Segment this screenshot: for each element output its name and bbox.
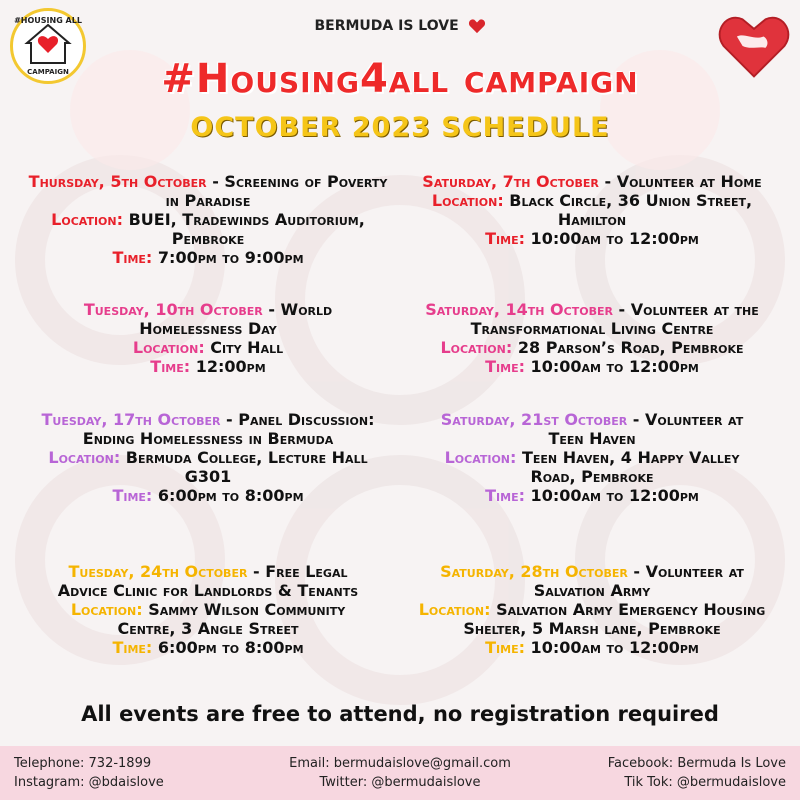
- location-value: 28 Parson’s Road, Pembroke: [512, 338, 744, 357]
- time-value: 6:00pm to 8:00pm: [152, 638, 304, 657]
- footer-right: [608, 754, 786, 792]
- svg-text:CAMPAIGN: CAMPAIGN: [27, 68, 69, 76]
- time-label: Time:: [485, 486, 525, 505]
- event-description: - Volunteer at Salvation Army: [533, 562, 744, 600]
- event-item: [28, 172, 388, 267]
- email-text: Email: bermudaislove@gmail.com: [289, 756, 511, 771]
- time-label: Time:: [112, 486, 153, 505]
- location-value: City Hall: [204, 338, 284, 357]
- event-description: - Volunteer at the Transformational Living Centre: [470, 300, 759, 338]
- event-item: [422, 172, 762, 248]
- location-value: BUEI, Tradewinds Auditorium, Pembroke: [123, 210, 365, 248]
- telephone-text: Telephone: 732-1899: [14, 756, 152, 771]
- location-value: Bermuda College, Lecture Hall G301: [120, 448, 368, 486]
- brand-header: [0, 18, 800, 34]
- event-date: Tuesday, 10th October: [83, 300, 263, 319]
- event-description: - Panel Discussion: Ending Homelessness in Bermuda: [82, 410, 375, 448]
- time-value: 10:00am to 12:00pm: [524, 486, 699, 505]
- contact-footer: [0, 746, 800, 800]
- event-item: [33, 410, 383, 505]
- location-label: Location:: [431, 191, 504, 210]
- tiktok-text: Tik Tok: @bermudaislove: [624, 775, 786, 790]
- event-item: [412, 562, 772, 657]
- location-label: Location:: [440, 338, 513, 357]
- time-value: 12:00pm: [190, 357, 266, 376]
- event-description: - Screening of Poverty in Paradise: [165, 172, 388, 210]
- time-label: Time:: [150, 357, 191, 376]
- location-value: Salvation Army Emergency Housing Shelter, 5 Marsh lane, Pembroke: [463, 600, 766, 638]
- event-item: [43, 562, 373, 657]
- event-item: [43, 300, 373, 376]
- time-label: Time:: [485, 229, 525, 248]
- event-description: - Volunteer at Home: [598, 172, 762, 191]
- small-heart-icon: [468, 18, 486, 34]
- event-item: [412, 300, 772, 376]
- schedule-subtitle: OCTOBER 2023 SCHEDULE: [190, 112, 610, 143]
- time-value: 10:00am to 12:00pm: [524, 357, 699, 376]
- event-date: Thursday, 5th October: [28, 172, 207, 191]
- time-value: 6:00pm to 8:00pm: [152, 486, 304, 505]
- location-label: Location:: [51, 210, 124, 229]
- location-value: Teen Haven, 4 Happy Valley Road, Pembroke: [516, 448, 740, 486]
- event-description: - Volunteer at Teen Haven: [548, 410, 744, 448]
- location-label: Location:: [132, 338, 205, 357]
- location-value: Sammy Wilson Community Centre, 3 Angle Street: [117, 600, 346, 638]
- event-description: - World Homelessness Day: [139, 300, 333, 338]
- campaign-title: #Housing4all campaign: [161, 56, 639, 102]
- time-label: Time:: [485, 357, 525, 376]
- event-date: Saturday, 28th October: [440, 562, 628, 581]
- instagram-text: Instagram: @bdaislove: [14, 775, 164, 790]
- location-label: Location:: [48, 448, 121, 467]
- time-value: 7:00pm to 9:00pm: [152, 248, 304, 267]
- location-value: Black Circle, 36 Union Street, Hamilton: [503, 191, 753, 229]
- time-label: Time:: [112, 248, 153, 267]
- brand-name: BERMUDA IS LOVE: [314, 18, 459, 34]
- event-date: Saturday, 14th October: [425, 300, 613, 319]
- event-date: Saturday, 21st October: [440, 410, 628, 429]
- free-events-note: All events are free to attend, no registration required: [81, 702, 719, 726]
- time-value: 10:00am to 12:00pm: [524, 638, 699, 657]
- event-date: Tuesday, 24th October: [68, 562, 248, 581]
- time-value: 10:00am to 12:00pm: [524, 229, 699, 248]
- location-label: Location:: [444, 448, 517, 467]
- time-label: Time:: [112, 638, 153, 657]
- twitter-text: Twitter: @bermudaislove: [319, 775, 481, 790]
- location-label: Location:: [418, 600, 491, 619]
- event-description: - Free Legal Advice Clinic for Landlords & Tenants: [57, 562, 359, 600]
- facebook-text: Facebook: Bermuda Is Love: [607, 756, 786, 771]
- svg-text:#HOUSING ALL: #HOUSING ALL: [14, 16, 82, 25]
- event-item: [432, 410, 752, 505]
- location-label: Location:: [70, 600, 143, 619]
- event-date: Tuesday, 17th October: [41, 410, 221, 429]
- event-date: Saturday, 7th October: [422, 172, 599, 191]
- time-label: Time:: [485, 638, 525, 657]
